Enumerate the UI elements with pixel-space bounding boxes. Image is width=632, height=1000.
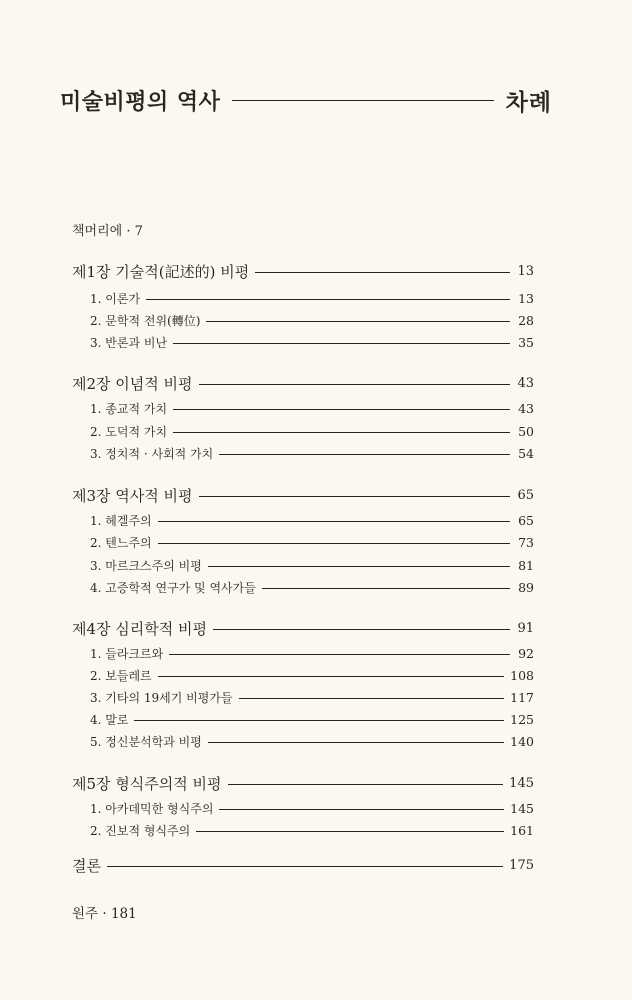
page-number: 13 [518,290,534,306]
toc-section[interactable] [90,333,534,351]
page-number: 43 [517,375,534,391]
section-label: 2. 보들레르 [90,668,152,683]
toc-section[interactable] [90,533,534,551]
toc-section[interactable] [90,821,534,839]
toc-section[interactable] [90,732,534,750]
page-number: 108 [510,667,534,683]
page-number: 117 [510,689,534,705]
toc-chapter[interactable] [72,619,534,637]
toc-section[interactable] [90,289,534,307]
leader-line [262,588,510,589]
page-number: 65 [518,512,534,528]
toc-section[interactable] [90,799,534,817]
leader-line [206,321,510,322]
toc-chapter[interactable] [72,374,534,392]
leader-line [158,521,510,522]
page-number: 125 [510,711,534,727]
toc-preface[interactable]: 책머리에 · 7 [72,224,143,239]
page-number: 43 [518,400,534,416]
toc-chapter[interactable] [72,262,534,280]
chapter-title: 제3장 역사적 비평 [72,486,193,505]
toc-section[interactable] [90,644,534,662]
page-number: 145 [509,775,534,791]
leader-line [173,409,510,410]
section-title: 차례 [505,88,552,116]
leader-line [134,720,504,721]
leader-line [239,698,505,699]
section-label: 3. 마르크스주의 비평 [90,558,202,573]
page-number: 65 [517,487,534,503]
toc-section[interactable] [90,710,534,728]
page-number: 140 [510,733,534,749]
section-label: 1. 들라크르와 [90,646,164,661]
section-label: 4. 말로 [90,712,129,727]
page-number: 54 [518,445,534,461]
section-label: 2. 진보적 형식주의 [90,823,191,838]
section-label: 5. 정신분석학과 비평 [90,734,202,749]
page-number: 145 [510,800,534,816]
chapter-title: 제5장 형식주의적 비평 [72,774,222,793]
page-number: 50 [518,423,534,439]
section-label: 2. 도덕적 가치 [90,424,168,439]
conclusion-title: 결론 [72,856,101,875]
section-label: 2. 텐느주의 [90,535,152,550]
toc-section[interactable] [90,399,534,417]
leader-line [158,543,510,544]
page-number: 89 [518,579,534,595]
page-number: 81 [518,557,534,573]
page-number: 73 [518,534,534,550]
leader-line [219,454,510,455]
page-number: 28 [518,312,534,328]
toc-chapter[interactable] [72,486,534,504]
toc-section[interactable] [90,556,534,574]
section-label: 1. 종교적 가치 [90,401,168,416]
section-label: 2. 문학적 전위(轉位) [90,313,201,328]
page-number: 35 [518,334,534,350]
chapter-title: 제1장 기술적(記述的) 비평 [72,262,250,281]
section-label: 3. 정치적 · 사회적 가치 [90,446,214,461]
section-label: 3. 반론과 비난 [90,335,168,350]
leader-line [199,496,510,497]
section-label: 1. 이론가 [90,291,141,306]
leader-line [255,272,510,273]
leader-line [208,742,504,743]
toc-section[interactable] [90,422,534,440]
leader-line [173,343,510,344]
page-number: 175 [509,857,534,873]
chapter-title: 제2장 이념적 비평 [72,374,193,393]
leader-line [199,384,510,385]
toc-section[interactable] [90,444,534,462]
leader-line [219,809,504,810]
leader-line [169,654,510,655]
toc-conclusion[interactable] [72,856,534,874]
page-number: 92 [518,645,534,661]
leader-line [146,299,510,300]
toc-section[interactable] [90,666,534,684]
leader-line [213,629,510,630]
toc-chapter[interactable] [72,774,534,792]
toc-section[interactable] [90,578,534,596]
page-number: 161 [510,822,534,838]
section-label: 1. 아카데믹한 형식주의 [90,801,214,816]
book-title: 미술비평의 역사 [60,88,221,115]
leader-line [208,566,510,567]
section-label: 3. 기타의 19세기 비평가들 [90,690,233,705]
page-number: 91 [517,620,534,636]
leader-line [158,676,505,677]
page-number: 13 [517,263,534,279]
chapter-title: 제4장 심리학적 비평 [72,619,208,638]
section-label: 1. 헤겔주의 [90,513,152,528]
section-label: 4. 고증학적 연구가 및 역사가들 [90,580,256,595]
leader-line [196,831,504,832]
toc-section[interactable] [90,688,534,706]
toc-section[interactable] [90,311,534,329]
leader-line [107,866,503,867]
toc-section[interactable] [90,511,534,529]
leader-line [173,432,510,433]
header-rule [232,100,493,101]
leader-line [228,784,504,785]
page-header [60,84,552,116]
toc-footnotes[interactable]: 원주 · 181 [72,906,137,922]
